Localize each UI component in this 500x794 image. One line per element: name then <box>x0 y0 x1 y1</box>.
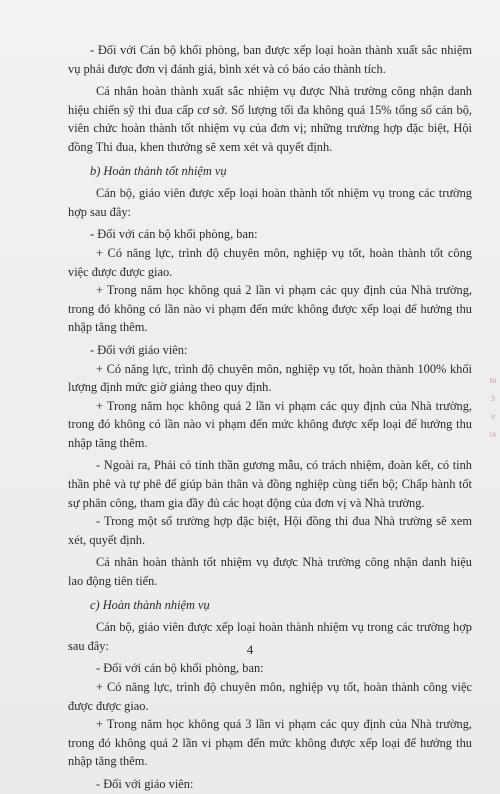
paragraph: - Ngoài ra, Phải có tinh thần gương mẫu, có trách nhiệm, đoàn kết, có tinh thần phê và tự phê để giúp bản thân và đồng nghiệp cùng tiến bộ; Chấp hành tốt sự phân công, tham gia đầy đủ các hoạt động của đơn vị và Nhà trường. <box>68 458 472 510</box>
paragraph: Cán bộ, giáo viên được xếp loại hoàn thành nhiệm vụ trong các trường hợp sau đây: <box>68 620 472 653</box>
paragraph: Cán bộ, giáo viên được xếp loại hoàn thành tốt nhiệm vụ trong các trường hợp sau đây: <box>68 186 472 219</box>
paragraph: + Trong năm học không quá 2 lần vi phạm các quy định của Nhà trường, trong đó không có lần nào vi phạm đến mức không được xếp loại để hưởng thu nhập tăng thêm. <box>68 283 472 335</box>
paragraph: - Đối với cán bộ khối phòng, ban: <box>96 661 264 676</box>
stamp-char: IA <box>489 431 497 439</box>
stamp-char: 3 <box>490 395 496 403</box>
paragraph: + Trong năm học không quá 3 lần vi phạm các quy định của Nhà trường, trong đó không quá 2 lần vi phạm đến mức không được xếp loại để hưởng thu nhập tăng thêm. <box>68 717 472 769</box>
stamp-char: V <box>490 413 496 421</box>
stamp-fragment <box>486 372 500 444</box>
paragraph: - Đối với cán bộ khối phòng, ban: <box>90 227 258 242</box>
section-heading: c) Hoàn thành nhiệm vụ <box>90 597 210 612</box>
paragraph: - Đối với giáo viên: <box>90 342 188 357</box>
paragraph: Cá nhân hoàn thành tốt nhiệm vụ được Nhà trường công nhận danh hiệu lao động tiên tiến. <box>68 555 472 589</box>
paragraph: - Đối với Cán bộ khối phòng, ban được xếp loại hoàn thành xuất sắc nhiệm vụ phải được đơn vị đánh giá, bình xét và có báo cáo thành tích. <box>68 43 472 76</box>
paragraph: - Trong một số trường hợp đặc biệt, Hội đồng thi đua Nhà trường sẽ xem xét, quyết định. <box>68 514 472 547</box>
paragraph: + Có năng lực, trình độ chuyên môn, nghiệp vụ tốt, hoàn thành tốt công việc được được giao. <box>68 245 472 279</box>
stamp-char: Ni <box>489 377 497 385</box>
document-body <box>68 41 472 794</box>
paragraph: + Trong năm học không quá 2 lần vi phạm các quy định của Nhà trường, trong đó không có lần nào vi phạm đến mức không được xếp loại để hưởng thu nhập tăng thêm. <box>68 398 472 450</box>
paragraph: + Có năng lực, trình độ chuyên môn, nghiệp vụ tốt, hoàn thành 100% khối lượng định mức giờ giảng theo quy định. <box>68 361 472 395</box>
paragraph: - Đối với giáo viên: <box>96 776 194 791</box>
paragraph: Cá nhân hoàn thành xuất sắc nhiệm vụ được Nhà trường công nhận danh hiệu chiến sỹ thi đua cấp cơ sở. Số lượng tối đa không quá 15% tổng số cán bộ, viên chức hoàn thành tốt nhiệm vụ của đơn vị; những trường hợp đặc biệt, Hội đồng Thi đua, khen thưởng sẽ xem xét và quyết định. <box>68 84 472 154</box>
page-number: 4 <box>246 642 254 657</box>
paragraph: + Có năng lực, trình độ chuyên môn, nghiệp vụ tốt, hoàn thành công việc được được giao. <box>68 680 472 713</box>
section-heading: b) Hoàn thành tốt nhiệm vụ <box>90 163 227 178</box>
